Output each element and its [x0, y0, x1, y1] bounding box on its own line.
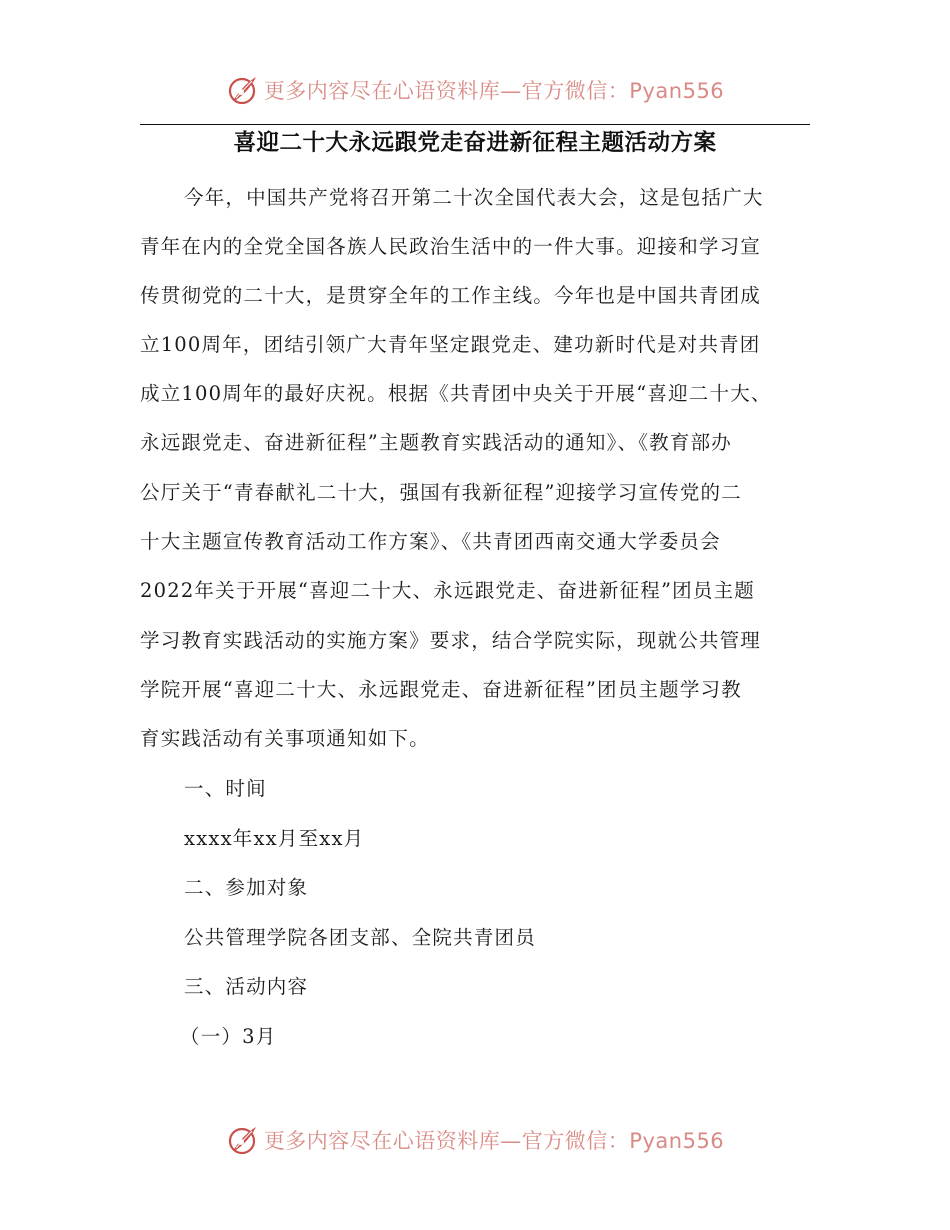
banner-text: 更多内容尽在心语资料库—官方微信：Pyan556 [263, 1129, 725, 1153]
paragraph-line: 公厅关于“青春献礼二十大，强国有我新征程”迎接学习宣传党的二 [140, 481, 742, 504]
paragraph-line: 青年在内的全党全国各族人民政治生活中的一件大事。迎接和学习宣 [140, 235, 762, 258]
paragraph-line: 学习教育实践活动的实施方案》要求，结合学院实际，现就公共管理 [140, 629, 762, 652]
section-heading-content: 三、活动内容 [184, 975, 309, 998]
paragraph-line: 今年，中国共产党将召开第二十次全国代表大会，这是包括广大 [184, 186, 764, 209]
paragraph-line: 2022年关于开展“喜迎二十大、永远跟党走、奋进新征程”团员主题 [140, 579, 755, 602]
footer-banner[interactable] [0, 1120, 950, 1160]
paragraph-line: 永远跟党走、奋进新征程”主题教育实践活动的通知》、《教育部办 [140, 431, 732, 454]
paragraph-line: 十大主题宣传教育活动工作方案》、《共青团西南交通大学委员会 [140, 530, 721, 553]
time-range-text: xxxx年xx月至xx月 [184, 827, 365, 850]
feather-pen-seal-icon [226, 73, 260, 107]
paragraph-line: 传贯彻党的二十大，是贯穿全年的工作主线。今年也是中国共青团成 [140, 284, 762, 307]
participants-text: 公共管理学院各团支部、全院共青团员 [184, 926, 536, 949]
section-heading-participants: 二、参加对象 [184, 876, 309, 899]
section-heading-time: 一、时间 [184, 777, 267, 800]
paragraph-line: 立100周年，团结引领广大青年坚定跟党走、建功新时代是对共青团 [140, 333, 761, 356]
subsection-march: （一）3月 [180, 1025, 277, 1048]
paragraph-line: 成立100周年的最好庆祝。根据《共青团中央关于开展“喜迎二十大、 [140, 382, 772, 405]
paragraph-line: 育实践活动有关事项通知如下。 [140, 727, 430, 750]
banner-text: 更多内容尽在心语资料库—官方微信：Pyan556 [263, 79, 725, 103]
paragraph-line: 学院开展“喜迎二十大、永远跟党走、奋进新征程”团员主题学习教 [140, 678, 742, 701]
document-title: 喜迎二十大永远跟党走奋进新征程主题活动方案 [233, 130, 717, 156]
feather-pen-seal-icon [226, 1123, 260, 1157]
header-banner[interactable] [0, 70, 950, 110]
header-divider [140, 124, 810, 125]
